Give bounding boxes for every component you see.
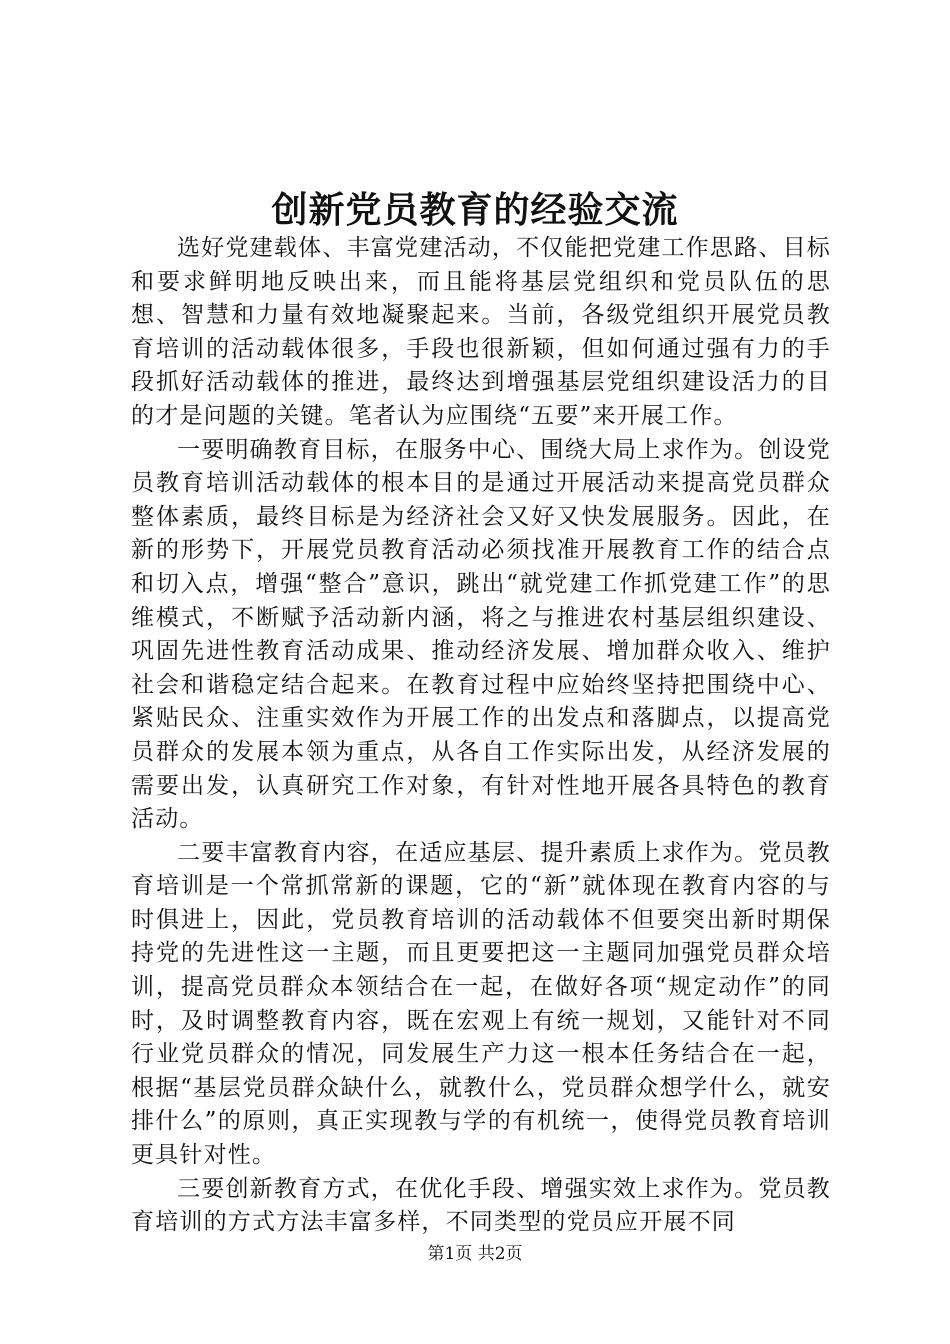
document-title: 创新党员教育的经验交流 xyxy=(271,189,679,231)
page-number-footer: 第1页 共2页 xyxy=(427,1244,523,1264)
paragraph-point-two: 二要丰富教育内容，在适应基层、提升素质上求作为。党员教育培训是一个常抓常新的课题，它的“新”就体现在教育内容的与时俱进上，因此，党员教育培训的活动载体不但要突出新时期保持党的先进性这一主题，而且更要把这一主题同加强党员群众培训，提高党员群众本领结合在一起，在做好各项“规定动作”的同时，及时调整教育内容，既在宏观上有统一规划，又能针对不同行业党员群众的情况，同发展生产力这一根本任务结合在一起，根据“基层党员群众缺什么，就教什么，党员群众想学什么，就安排什么”的原则，真正实现教与学的有机统一，使得党员教育培训更具针对性。 xyxy=(131,839,831,1169)
document-body xyxy=(131,232,831,1240)
paragraph-point-one: 一要明确教育目标，在服务中心、围绕大局上求作为。创设党员教育培训活动载体的根本目的是通过开展活动来提高党员群众整体素质，最终目标是为经济社会又好又快发展服务。因此，在新的形势下，开展党员教育活动必须找准开展教育工作的结合点和切入点，增强“整合”意识，跳出“就党建工作抓党建工作”的思维模式，不断赋予活动新内涵，将之与推进农村基层组织建设、巩固先进性教育活动成果、推动经济发展、增加群众收入、维护社会和谐稳定结合起来。在教育过程中应始终坚持把围绕中心、紧贴民众、注重实效作为开展工作的出发点和落脚点，以提高党员群众的发展本领为重点，从各自工作实际出发，从经济发展的需要出发，认真研究工作对象，有针对性地开展各具特色的教育活动。 xyxy=(131,436,831,833)
paragraph-intro: 选好党建载体、丰富党建活动，不仅能把党建工作思路、目标和要求鲜明地反映出来，而且能将基层党组织和党员队伍的思想、智慧和力量有效地凝聚起来。当前，各级党组织开展党员教育培训的活动载体很多，手段也很新颖，但如何通过强有力的手段抓好活动载体的推进，最终达到增强基层党组织建设活力的目的才是问题的关键。笔者认为应围绕“五要”来开展工作。 xyxy=(131,235,831,429)
paragraph-point-three: 三要创新教育方式，在优化手段、增强实效上求作为。党员教育培训的方式方法丰富多样，不同类型的党员应开展不同 xyxy=(131,1175,831,1236)
